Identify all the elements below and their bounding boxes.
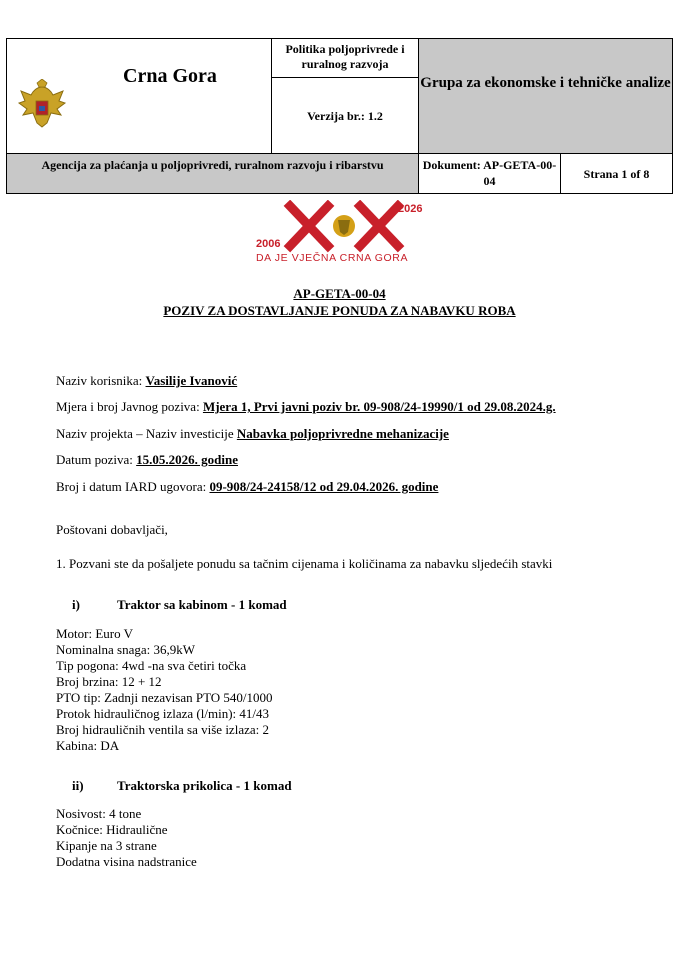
document-heading: POZIV ZA DOSTAVLJANJE PONUDA ZA NABAVKU ROBA: [163, 303, 516, 318]
field-contract: Broj i datum IARD ugovora: 09-908/24-24158/12 od 29.04.2026. godine: [56, 479, 439, 494]
brand-cell: [6, 38, 272, 154]
policy-cell: Politika poljoprivrede i ruralnog razvoja: [271, 38, 419, 78]
item-spec-list: [56, 806, 197, 870]
spec-line: Kipanje na 3 strane: [56, 838, 157, 853]
spec-line: Protok hidrauličnog izlaza (l/min): 41/43: [56, 706, 270, 721]
item-title: Traktor sa kabinom - 1 komad: [117, 597, 287, 612]
page-number-cell: Strana 1 of 8: [560, 153, 673, 194]
field-beneficiary: Naziv korisnika: Vasilije Ivanović: [56, 373, 238, 388]
spec-line: Broj hidrauličnih ventila sa više izlaza: 2: [56, 722, 269, 737]
field-value: Mjera 1, Prvi javni poziv br. 09-908/24-19990/1 od 29.08.2024.g.: [202, 399, 556, 414]
spec-line: Broj brzina: 12 + 12: [56, 674, 162, 689]
spec-line: Dodatna visina nadstranice: [56, 854, 197, 869]
spec-line: Nosivost: 4 tone: [56, 806, 142, 821]
group-cell: Grupa za ekonomske i tehničke analize: [418, 38, 673, 154]
spec-line: PTO tip: Zadnji nezavisan PTO 540/1000: [56, 690, 273, 705]
item-number: ii): [72, 778, 84, 793]
document-code-title: AP-GETA-00-04: [293, 286, 386, 301]
agency-cell: Agencija za plaćanja u poljoprivredi, ruralnom razvoju i ribarstvu: [6, 153, 419, 194]
spec-line: Motor: Euro V: [56, 626, 134, 641]
greeting: Poštovani dobavljači,: [56, 522, 168, 537]
item-number: i): [72, 597, 80, 612]
spec-line: Tip pogona: 4wd -na sva četiri točka: [56, 658, 247, 673]
spec-line: Kabina: DA: [56, 738, 120, 753]
field-project: Naziv projekta – Naziv investicije Nabavka poljoprivredne mehanizacije: [56, 426, 449, 441]
logo-year-start: 2006: [256, 238, 281, 250]
field-measure: Mjera i broj Javnog poziva: Mjera 1, Prvi javni poziv br. 09-908/24-19990/1 od 29.08.2024.g.: [56, 399, 556, 414]
field-value: Vasilije Ivanović: [145, 373, 238, 388]
logo-slogan: DA JE VJEČNA CRNA GORA: [256, 252, 409, 264]
item-spec-list: [56, 626, 273, 754]
coat-of-arms-icon: [17, 79, 67, 133]
field-value: Nabavka poljoprivredne mehanizacije: [236, 426, 449, 441]
item-title: Traktorska prikolica - 1 komad: [117, 778, 292, 793]
spec-line: Kočnice: Hidraulične: [56, 822, 168, 837]
spec-line: Nominalna snaga: 36,9kW: [56, 642, 195, 657]
document-number-cell: Dokument: AP-GETA-00-04: [418, 153, 561, 194]
logo-year-end: 2026: [398, 203, 423, 215]
intro-paragraph: 1. Pozvani ste da pošaljete ponudu sa tačnim cijenama i količinama za nabavku sljedećih stavki: [56, 556, 553, 571]
version-cell: Verzija br.: 1.2: [271, 77, 419, 154]
field-value: 09-908/24-24158/12 od 29.04.2026. godine: [209, 479, 439, 494]
field-value: 15.05.2026. godine: [136, 452, 238, 467]
field-date: Datum poziva: 15.05.2026. godine: [56, 452, 238, 467]
document-header: [6, 38, 673, 194]
country-name: Crna Gora: [123, 65, 217, 87]
